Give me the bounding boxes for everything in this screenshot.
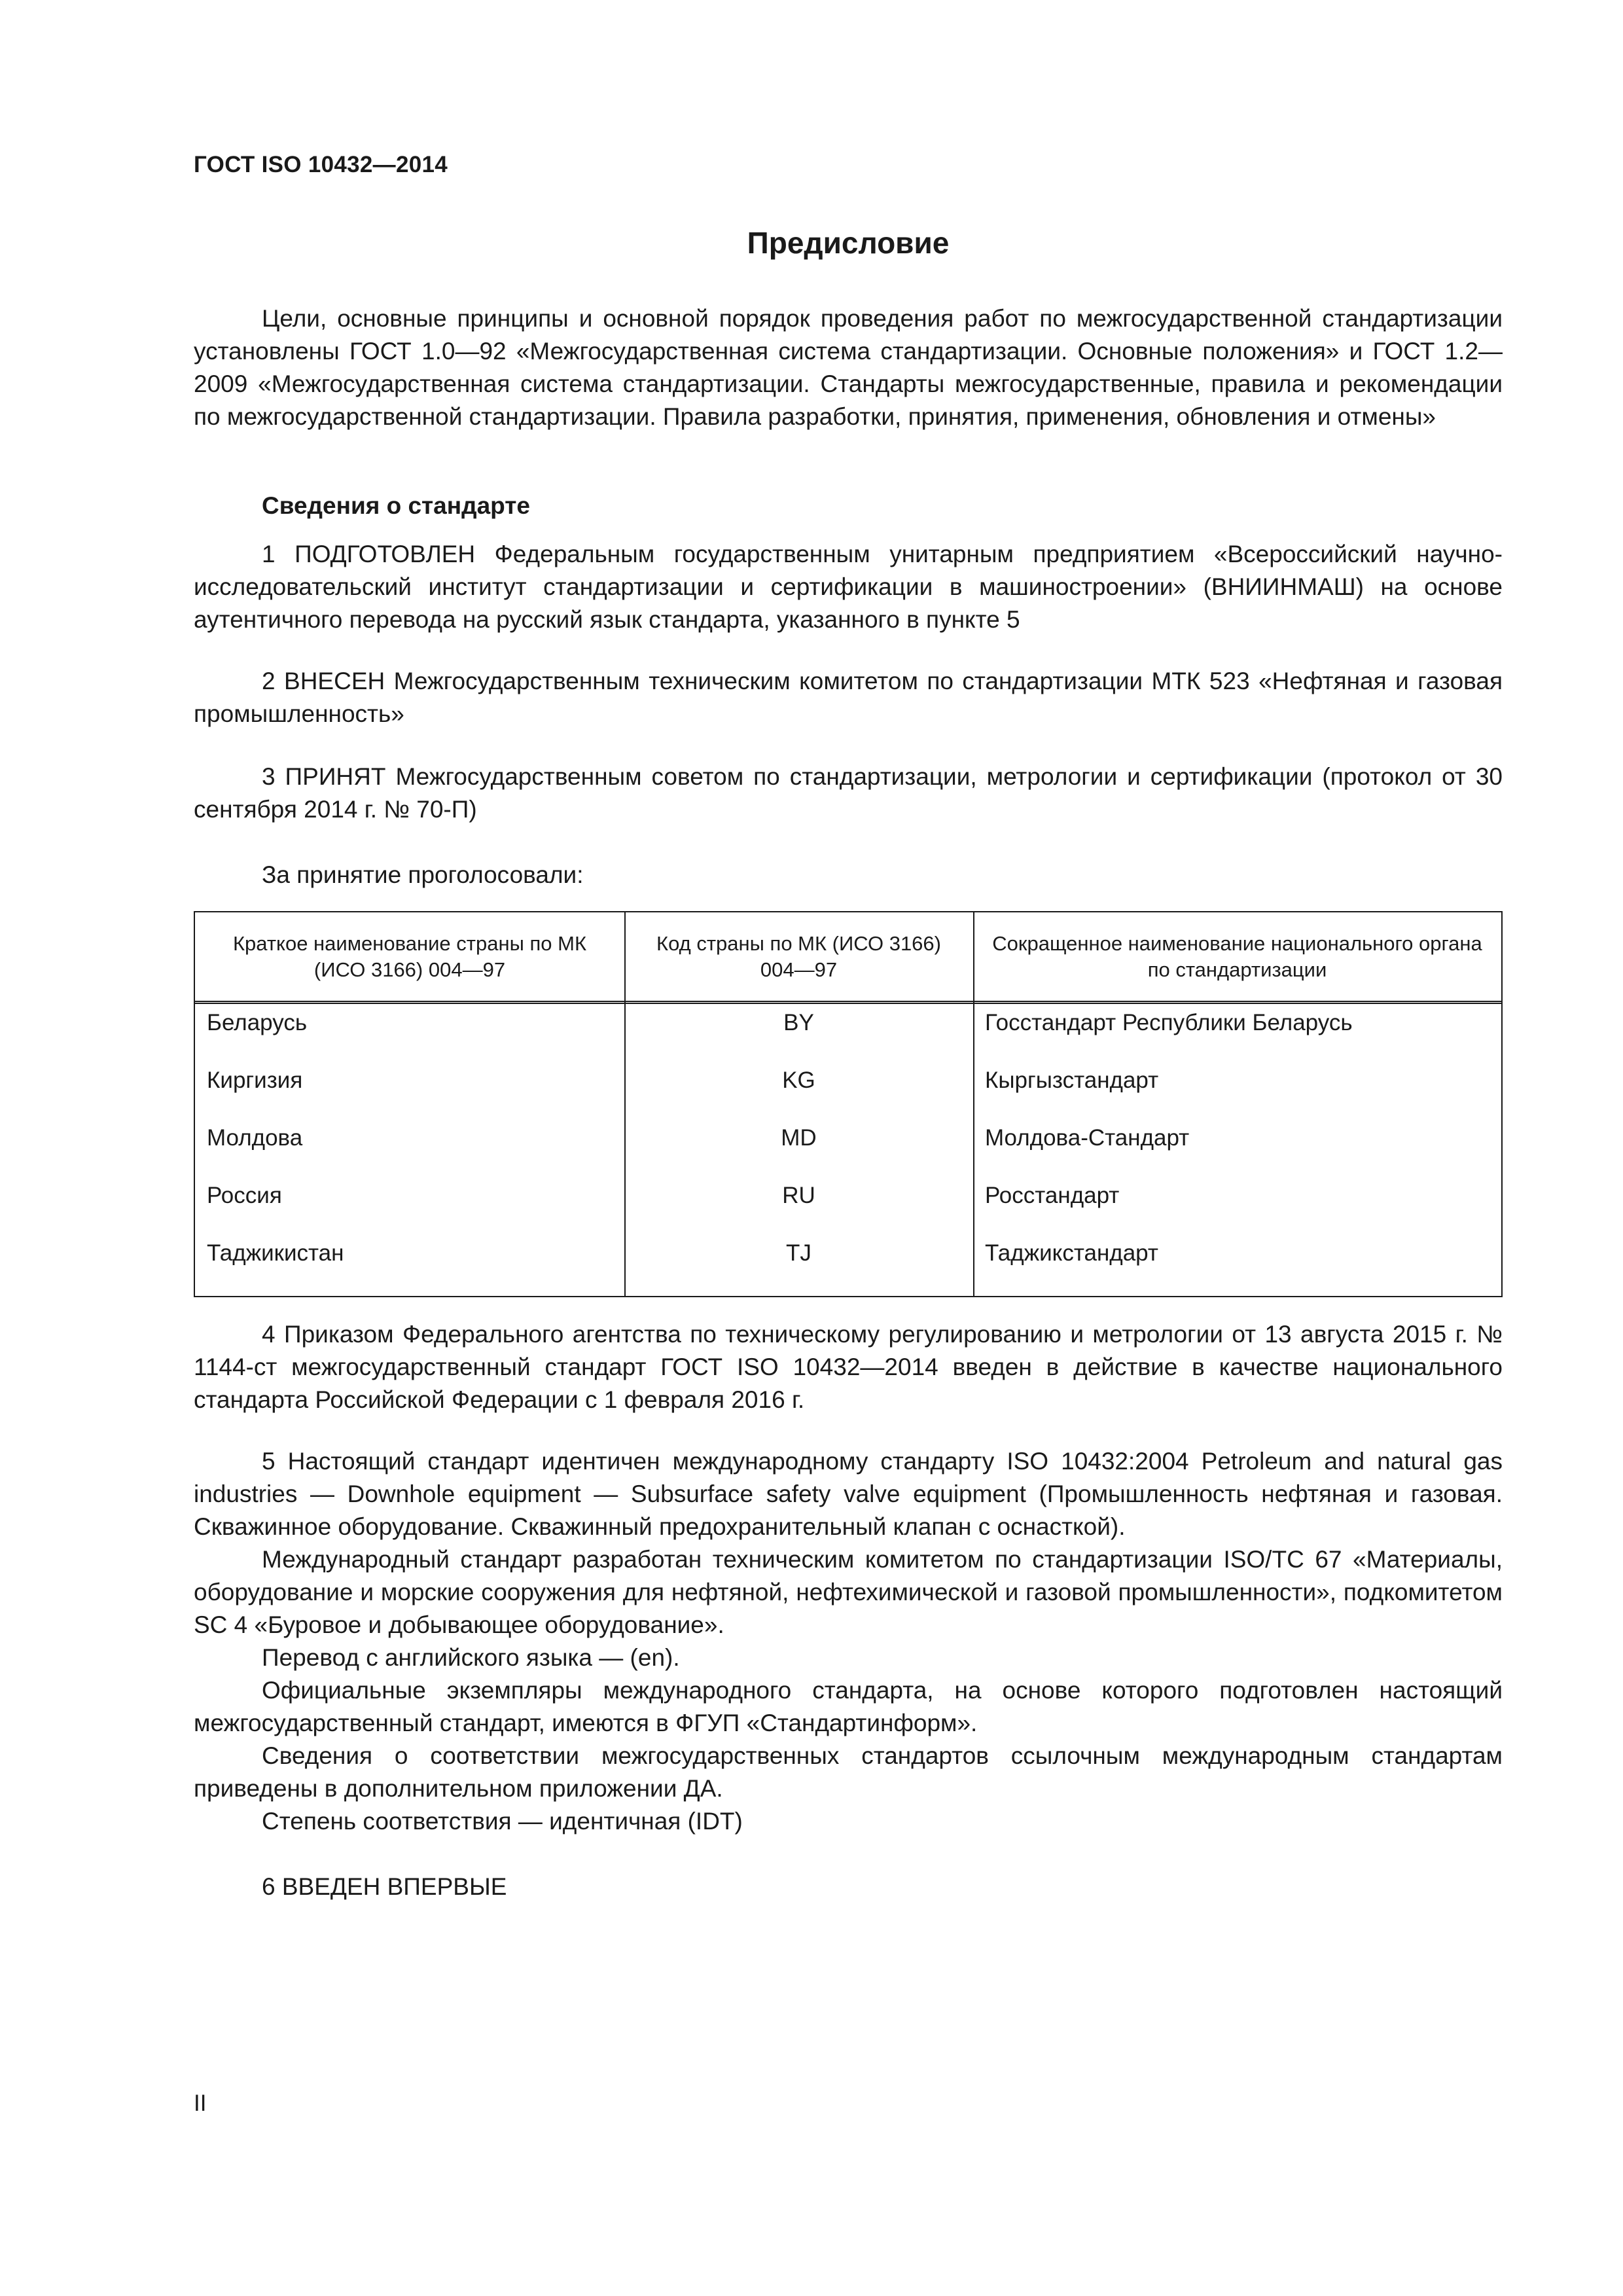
table-cell-country: Молдова <box>207 1125 303 1151</box>
section-heading: Сведения о стандарте <box>262 492 530 519</box>
item-5-text: Степень соответствия — идентичная (IDT) <box>262 1808 743 1835</box>
table-cell-country: Таджикистан <box>207 1240 344 1266</box>
table-cell-code: TJ <box>786 1240 812 1266</box>
item-5-text: Перевод с английского языка — (en). <box>262 1644 680 1671</box>
standard-code-header: ГОСТ ISO 10432—2014 <box>194 152 448 177</box>
item-5-text: 5 Настоящий стандарт идентичен международному стандарту ISO 10432:2004 Petroleum and natural gas industries — Downhole equipment — Subsurface safety valve equipment (Промышленность нефтяная и газовая. Скважинное оборудование. Скважинный предохранительный клапан с оснасткой). <box>194 1448 1503 1540</box>
table-header-code: Код страны по МК (ИСО 3166) 004—97 <box>656 931 941 981</box>
intro-paragraph <box>194 302 1503 433</box>
table-cell-body: Госстандарт Республики Беларусь <box>985 1010 1353 1035</box>
item-6-text: 6 ВВЕДЕН ВПЕРВЫЕ <box>262 1873 507 1900</box>
table-cell-country: Россия <box>207 1183 282 1208</box>
document-page <box>194 0 1503 2296</box>
table-row <box>195 1122 1501 1179</box>
item-5-text: Официальные экземпляры международного стандарта, на основе которого подготовлен настоящий межгосударственный стандарт, имеются в ФГУП «Стандартинформ». <box>194 1677 1503 1736</box>
table-cell-country: Киргизия <box>207 1067 303 1093</box>
item-5 <box>194 1445 1503 1838</box>
table-cell-body: Росстандарт <box>985 1183 1120 1208</box>
voted-label: За принятие проголосовали: <box>262 861 584 888</box>
table-cell-body: Таджикстандарт <box>985 1240 1158 1266</box>
item-5-text: Сведения о соответствии межгосударственных стандартов ссылочным международным стандартам приведены в дополнительном приложении ДА. <box>194 1742 1503 1802</box>
item-4-text: 4 Приказом Федерального агентства по техническому регулированию и метрологии от 13 августа 2015 г. № 1144-ст межгосударственный стандарт ГОСТ ISO 10432—2014 введен в действие в качестве национального стандарта Российской Федерации с 1 февраля 2016 г. <box>194 1321 1503 1413</box>
table-cell-code: MD <box>781 1125 817 1151</box>
table-row <box>195 1237 1501 1295</box>
table-row <box>195 1179 1501 1237</box>
page-number: II <box>194 2090 207 2116</box>
item-5-text: Международный стандарт разработан техническим комитетом по стандартизации ISO/TC 67 «Материалы, оборудование и морские сооружения для нефтяной, нефтехимической и газовой промышленности», подкомитетом SC 4 «Буровое и добывающее оборудование». <box>194 1546 1503 1638</box>
table-cell-body: Молдова-Стандарт <box>985 1125 1190 1151</box>
table-cell-code: KG <box>782 1067 815 1093</box>
item-1-text: 1 ПОДГОТОВЛЕН Федеральным государственным унитарным предприятием «Всероссийский научно-исследовательский институт стандартизации и сертификации в машиностроении» (ВНИИНМАШ) на основе аутентичного перевода на русский язык стандарта, указанного в пункте 5 <box>194 541 1503 633</box>
item-3-text: 3 ПРИНЯТ Межгосударственным советом по стандартизации, метрологии и сертификации (протокол от 30 сентября 2014 г. № 70-П) <box>194 763 1503 823</box>
table-header-country: Краткое наименование страны по МК (ИСО 3166) 004—97 <box>232 931 587 981</box>
item-4 <box>194 1318 1503 1416</box>
item-1 <box>194 538 1503 636</box>
table-row <box>195 1007 1501 1064</box>
table-cell-code: BY <box>783 1010 814 1035</box>
item-2 <box>194 665 1503 730</box>
item-6 <box>194 1871 1503 1903</box>
intro-text: Цели, основные принципы и основной порядок проведения работ по межгосударственной стандартизации установлены ГОСТ 1.0—92 «Межгосударственная система стандартизации. Основные положения» и ГОСТ 1.2—2009 «Межгосударственная система стандартизации. Стандарты межгосударственные, правила и рекомендации по межгосударственной стандартизации. Правила разработки, принятия, применения, обновления и отмены» <box>194 305 1503 430</box>
page-title: Предисловие <box>747 226 950 260</box>
voting-table <box>194 911 1503 1297</box>
table-cell-body: Кыргызстандарт <box>985 1067 1159 1093</box>
table-cell-code: RU <box>782 1183 815 1208</box>
table-cell-country: Беларусь <box>207 1010 308 1035</box>
table-row <box>195 1064 1501 1122</box>
item-2-text: 2 ВНЕСЕН Межгосударственным техническим комитетом по стандартизации МТК 523 «Нефтяная и газовая промышленность» <box>194 668 1503 727</box>
table-header-body: Сокращенное наименование национального органа по стандартизации <box>992 931 1482 981</box>
item-3 <box>194 761 1503 826</box>
table-header <box>195 912 1501 1004</box>
